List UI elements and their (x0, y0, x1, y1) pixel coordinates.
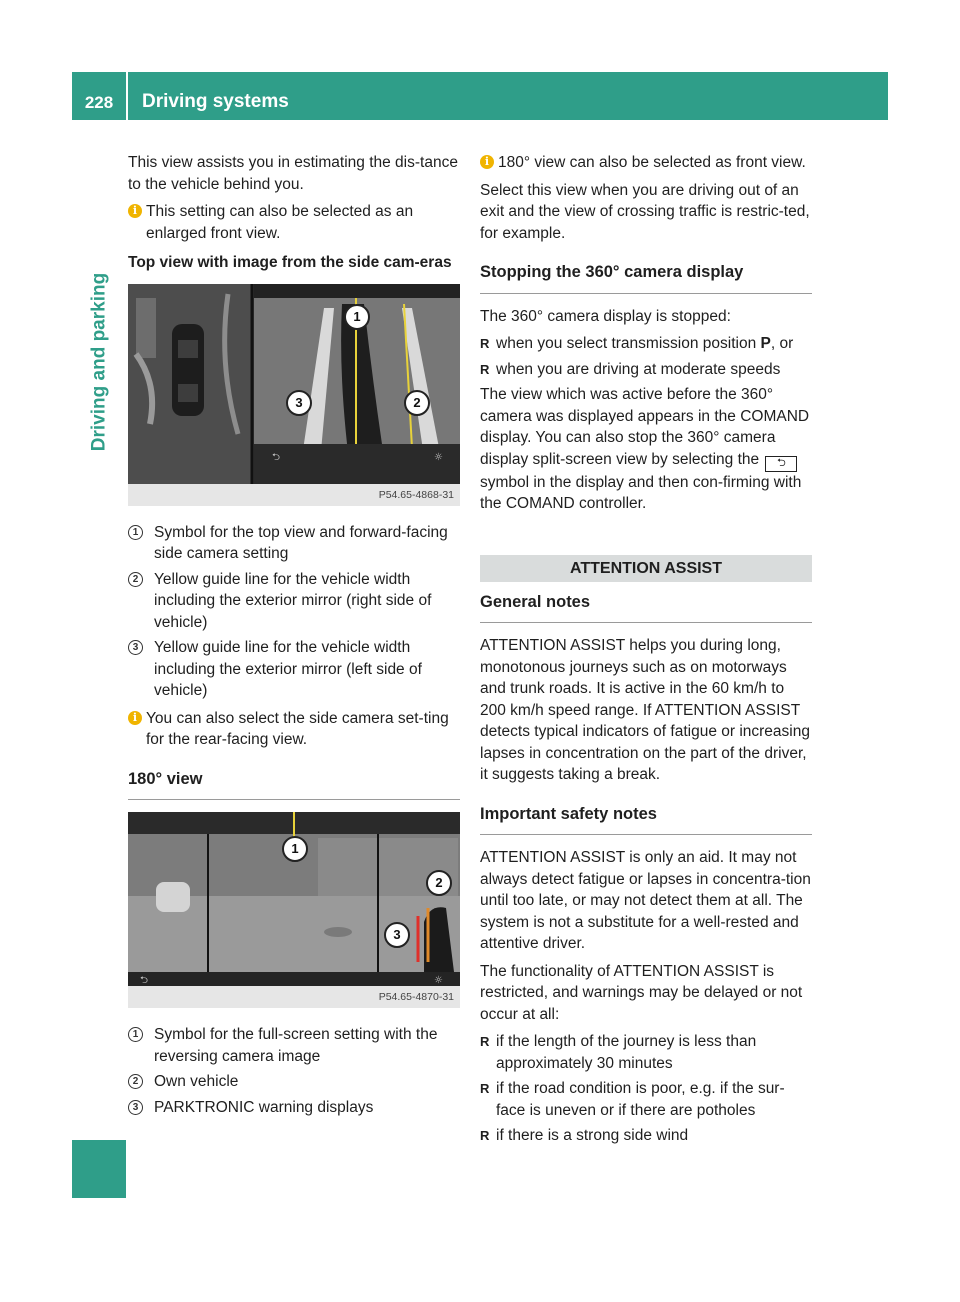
legend-item (128, 569, 460, 634)
info-note (128, 708, 460, 751)
list-item (480, 1031, 812, 1074)
section-title: Driving systems (142, 91, 289, 112)
stop-paragraph-start: The view which was active before the 360° camera was displayed appears in the COMAND display. You can also stop the 360° camera display split-screen view by selecting the (480, 386, 810, 468)
legend-number: 1 (128, 525, 143, 540)
bullet-mark: R (480, 1034, 490, 1049)
heading-safety-notes: Important safety notes (480, 804, 812, 836)
callout-3: 3 (286, 390, 312, 416)
attention-assist-banner: ATTENTION ASSIST (480, 555, 812, 582)
page-number: 228 (84, 93, 114, 112)
general-notes-paragraph: ATTENTION ASSIST helps you during long, monotonous journeys such as on motorways and trunk roads. It is active in the 60 km/h to 200 km/h speed range. If ATTENTION ASSIST detects typical indicators of fatigue or increasing lapses in concentration on the part of the driver, it suggests taking a break. (480, 637, 810, 783)
bullet-text: if the road condition is poor, e.g. if the sur-face is uneven or if there are potholes (496, 1080, 785, 1119)
legend-number: 3 (128, 1100, 143, 1115)
bullet-text: if the length of the journey is less than approximately 30 minutes (496, 1033, 757, 1072)
callout-3: 3 (384, 922, 410, 948)
back-arrow-icon: ⮌ (765, 456, 797, 472)
legend-number: 2 (128, 572, 143, 587)
legend-text: PARKTRONIC warning displays (154, 1098, 374, 1116)
bullet-mark: R (480, 1128, 490, 1143)
heading-general-notes: General notes (480, 592, 812, 624)
stop-intro: The 360° camera display is stopped: (480, 307, 731, 325)
restricted-paragraph: The functionality of ATTENTION ASSIST is restricted, and warnings may be delayed or not occur at all: (480, 962, 803, 1023)
svg-text:☼: ☼ (434, 975, 443, 986)
legend-item (128, 1024, 460, 1067)
list-item (480, 333, 812, 355)
bullet-text: if there is a strong side wind (496, 1127, 689, 1144)
heading-side-cameras: Top view with image from the side cam-eras (128, 254, 452, 271)
list-item (480, 359, 812, 381)
callout-1: 1 (282, 836, 308, 862)
chapter-tab-label: Driving and parking (88, 272, 110, 452)
callout-1: 1 (344, 304, 370, 330)
svg-text:☼: ☼ (434, 451, 443, 463)
figure-top-view-side-cameras (128, 284, 460, 506)
legend-text: Symbol for the top view and forward-facing side camera setting (154, 523, 448, 562)
list-item (480, 1125, 812, 1147)
legend-text: Symbol for the full-screen setting with the reversing camera image (154, 1026, 438, 1065)
chapter-tab-marker (72, 1140, 126, 1198)
info-icon: i (128, 711, 142, 725)
legend-text: Yellow guide line for the vehicle width including the exterior mirror (right side of vehicle) (154, 570, 432, 631)
bullet-mark: R (480, 361, 490, 377)
legend-item (128, 1071, 460, 1093)
svg-text:⮌: ⮌ (272, 451, 281, 463)
bullet-mark: R (480, 336, 490, 351)
legend-number: 2 (128, 1074, 143, 1089)
callout-2: 2 (426, 870, 452, 896)
info-note-text: You can also select the side camera set-ting for the rear-facing view. (146, 709, 449, 748)
right-column (480, 152, 812, 1151)
figure-ref: P54.65-4868-31 (378, 488, 454, 501)
info-note-text: 180° view can also be selected as front view. (498, 154, 806, 171)
bullet-text: when you select transmission position (496, 335, 761, 352)
left-column (128, 152, 460, 1122)
legend-number: 3 (128, 640, 143, 655)
intro-paragraph: This view assists you in estimating the dis-tance to the vehicle behind you. (128, 154, 458, 193)
legend-item (128, 637, 460, 702)
select-view-paragraph: Select this view when you are driving out of an exit and the view of crossing traffic is restric-ted, for example. (480, 181, 810, 242)
info-icon: i (128, 204, 142, 218)
legend-item (128, 1097, 460, 1119)
stop-paragraph (480, 384, 812, 515)
heading-stopping-display: Stopping the 360° camera display (480, 262, 812, 294)
legend-item (128, 522, 460, 565)
legend-text: Yellow guide line for the vehicle width including the exterior mirror (left side of vehicle) (154, 639, 422, 699)
callout-2: 2 (404, 390, 430, 416)
list-item (480, 1078, 812, 1121)
info-note (128, 201, 460, 244)
figure-ref: P54.65-4870-31 (378, 991, 454, 1003)
safety-paragraph: ATTENTION ASSIST is only an aid. It may not always detect fatigue or lapses in concentra-tion until too late, or may not detect them at all. The system is not a substitute for a well-rested and attentive driver. (480, 849, 811, 952)
svg-text:⮌: ⮌ (140, 975, 149, 986)
heading-180-view: 180° view (128, 769, 460, 801)
legend-number: 1 (128, 1027, 143, 1042)
info-note (480, 152, 812, 174)
legend-text: Own vehicle (154, 1073, 239, 1090)
header-divider (126, 72, 128, 120)
bullet-text: when you are driving at moderate speeds (496, 360, 781, 378)
transmission-position: P (760, 335, 771, 352)
bullet-text-end: , or (770, 335, 794, 352)
bullet-mark: R (480, 1081, 490, 1096)
figure-180-view (128, 812, 460, 1008)
info-note-text: This setting can also be selected as an enlarged front view. (146, 203, 414, 242)
info-icon: i (480, 155, 494, 169)
stop-paragraph-end: symbol in the display and then con-firming with the COMAND controller. (480, 473, 802, 512)
